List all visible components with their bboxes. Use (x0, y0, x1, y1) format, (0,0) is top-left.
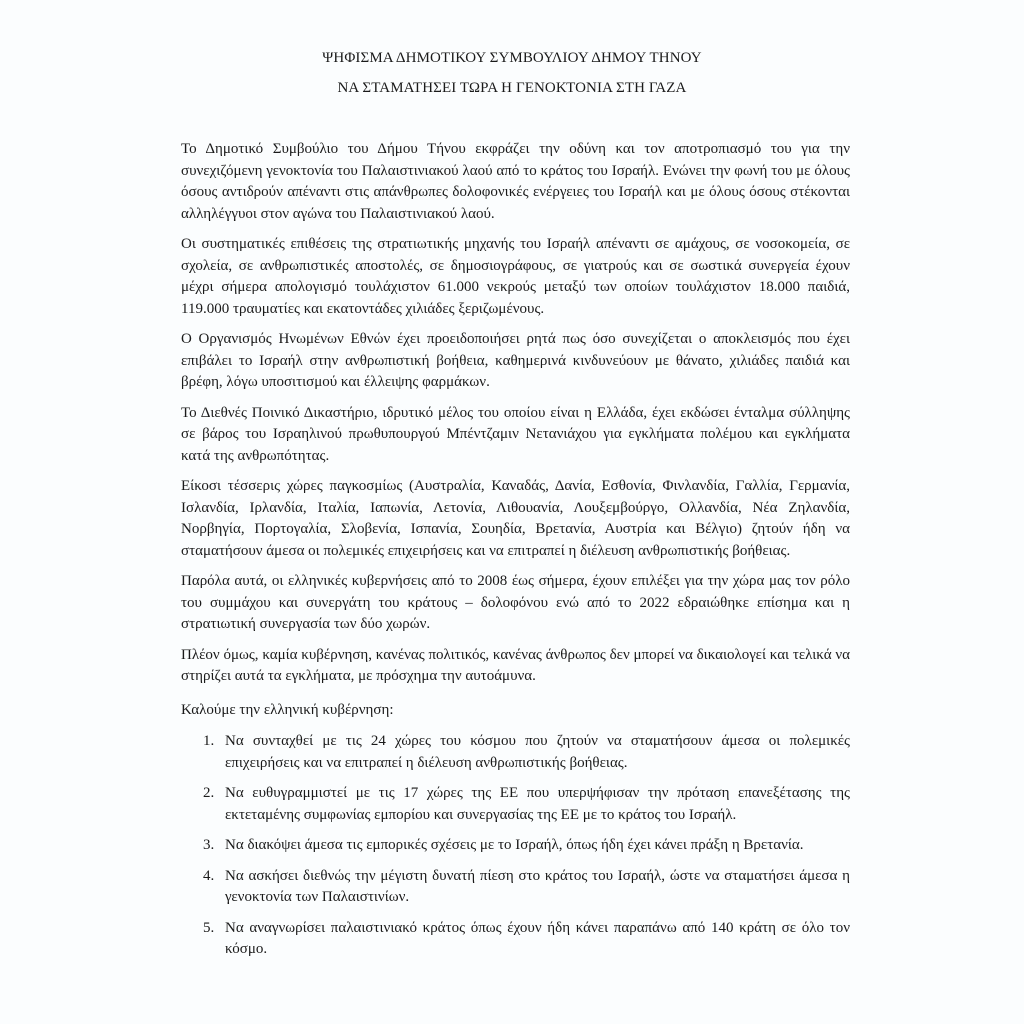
demand-text: Να ασκήσει διεθνώς την μέγιστη δυνατή πίεση στο κράτος του Ισραήλ, ώστε να σταματήσει άμεσα η γενοκτονία των Παλαιστινίων. (225, 867, 850, 905)
demand-item (181, 918, 850, 961)
document-title: ΨΗΦΙΣΜΑ ΔΗΜΟΤΙΚΟΥ ΣΥΜΒΟΥΛΙΟΥ ΔΗΜΟΥ ΤΗΝΟΥ (322, 50, 702, 66)
demand-number: 3. (203, 837, 215, 853)
paragraph: Το Διεθνές Ποινικό Δικαστήριο, ιδρυτικό μέλος του οποίου είναι η Ελλάδα, έχει εκδώσει ένταλμα σύλληψης σε βάρος του Ισραηλινού πρωθυπουργού Μπέντζαμιν Νετανιάχου για εγκλήματα πολέμου και εγκλήματα κατά της ανθρωπότητας. (181, 404, 850, 464)
demand-text: Να αναγνωρίσει παλαιστινιακό κράτος όπως έχουν ήδη κάνει παραπάνω από 140 κράτη σε όλο τον κόσμο. (225, 919, 850, 957)
demand-item (181, 866, 850, 909)
paragraph: Είκοσι τέσσερις χώρες παγκοσμίως (Αυστραλία, Καναδάς, Δανία, Εσθονία, Φινλανδία, Γαλλία, Γερμανία, Ισλανδία, Ιρλανδία, Ιταλία, Ιαπωνία, Λετονία, Λιθουανία, Λουξεμβούργο, Ολλανδία, Νέα Ζηλανδία, Νορβηγία, Πορτογαλία, Σλοβενία, Ισπανία, Σουηδία, Βρετανία, Αυστρία και Βέλγιο) ζητούν ήδη να σταματήσουν άμεσα οι πολεμικές επιχειρήσεις και να επιτραπεί η διέλευση ανθρωπιστικής βοήθειας. (181, 478, 850, 559)
demand-number: 4. (203, 867, 215, 884)
paragraph: Οι συστηματικές επιθέσεις της στρατιωτικής μηχανής του Ισραήλ απέναντι σε αμάχους, σε νοσοκομεία, σε σχολεία, σε ανθρωπιστικές αποστολές, σε δημοσιογράφους, σε γιατρούς και σε σωστικά συνεργεία έχουν μέχρι σήμερα απολογισμό τουλάχιστον 61.000 νεκρούς μεταξύ των οποίων τουλάχιστον 18.000 παιδιά, 119.000 τραυματίες και εκατοντάδες χιλιάδες ξεριζωμένους. (181, 236, 850, 317)
demand-number: 5. (203, 919, 215, 936)
demands-list (181, 731, 850, 970)
paragraph: Πλέον όμως, καμία κυβέρνηση, κανένας πολιτικός, κανένας άνθρωπος δεν μπορεί να δικαιολογεί και τελικά να στηρίζει αυτά τα εγκλήματα, με πρόσχημα την αυτοάμυνα. (181, 646, 850, 684)
demand-number: 1. (203, 733, 215, 749)
paragraph: Παρόλα αυτά, οι ελληνικές κυβερνήσεις από το 2008 έως σήμερα, έχουν επιλέξει για την χώρα μας τον ρόλο του συμμάχου και συνεργάτη του κράτους – δολοφόνου ενώ από το 2022 εδραιώθηκε επίσημα και η στρατιωτική συνεργασία των δύο χωρών. (181, 573, 850, 632)
document-subtitle: ΝΑ ΣΤΑΜΑΤΗΣΕΙ ΤΩΡΑ Η ΓΕΝΟΚΤΟΝΙΑ ΣΤΗ ΓΑΖΑ (337, 80, 687, 96)
paragraph: Ο Οργανισμός Ηνωμένων Εθνών έχει προειδοποιήσει ρητά πως όσο συνεχίζεται ο αποκλεισμός που έχει επιβάλει το Ισραήλ στην ανθρωπιστική βοήθεια, καθημερινά κινδυνεύουν με θάνατο, χιλιάδες παιδιά και βρέφη, λόγω υποσιτισμού και έλλειψης φαρμάκων. (181, 331, 850, 390)
demand-item (181, 835, 850, 857)
demand-item (181, 731, 850, 774)
demand-text: Να συνταχθεί με τις 24 χώρες του κόσμου που ζητούν να σταματήσουν άμεσα οι πολεμικές επιχειρήσεις και να επιτραπεί η διέλευση ανθρωπιστικής βοήθειας. (225, 733, 850, 771)
demand-text: Να διακόψει άμεσα τις εμπορικές σχέσεις με το Ισραήλ, όπως ήδη έχει κάνει πράξη η Βρετανία. (225, 837, 804, 853)
document-body (181, 139, 850, 697)
demand-number: 2. (203, 785, 215, 801)
demand-text: Να ευθυγραμμιστεί με τις 17 χώρες της ΕΕ που υπερψήφισαν την πρόταση επανεξέτασης της εκτεταμένης συμφωνίας εμπορίου και συνεργασίας της ΕΕ με το κράτος του Ισραήλ. (225, 785, 850, 823)
call-intro: Καλούμε την ελληνική κυβέρνηση: (181, 702, 394, 718)
paragraph: Το Δημοτικό Συμβούλιο του Δήμου Τήνου εκφράζει την οδύνη και τον αποτροπιασμό του για την συνεχιζόμενη γενοκτονία του Παλαιστινιακού λαού από το κράτος του Ισραήλ. Ενώνει την φωνή του με όλους όσους αντιδρούν απέναντι στις απάνθρωπες δολοφονικές ενέργειες του Ισραήλ και με όλους όσους στέκονται αλληλέγγυοι στον αγώνα του Παλαιστινιακού λαού. (181, 141, 850, 222)
demand-item (181, 783, 850, 826)
